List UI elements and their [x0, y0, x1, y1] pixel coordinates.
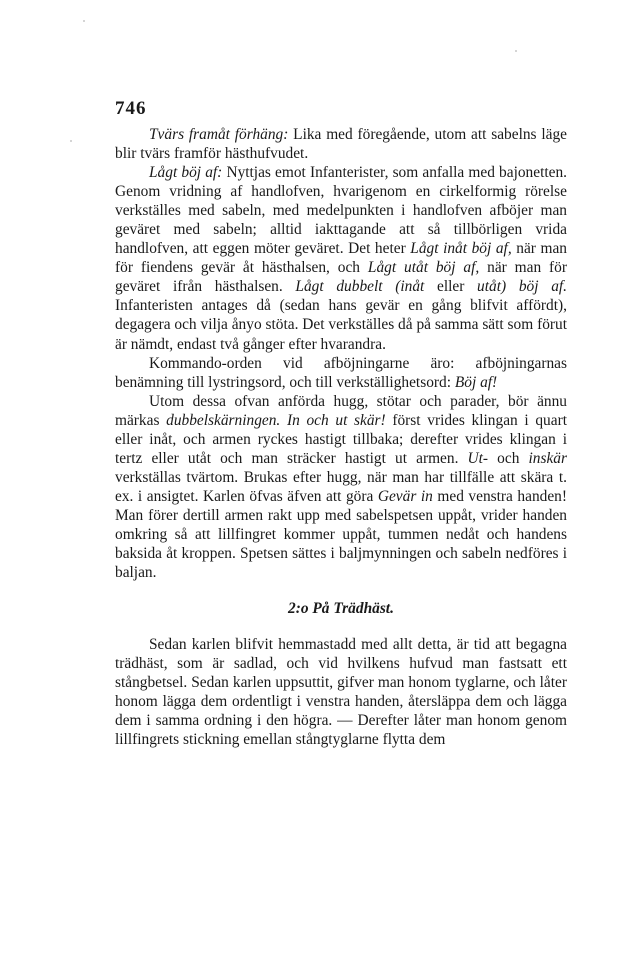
italic-text-segment: Gevär in [377, 487, 433, 505]
text-segment: Lika med föregående, utom att sabelns läge blir tvärs framför hästhufvudet. [115, 126, 567, 163]
paper-speck [83, 20, 85, 22]
italic-text-segment: In och ut skär! [286, 411, 386, 429]
paragraph-lagt-boj-af [115, 163, 567, 353]
paragraphs-after-heading [115, 635, 567, 749]
text-segment: och [488, 449, 529, 467]
text-segment: Sedan karlen blifvit hemmastadd med allt detta, är tid att begagna trädhäst, som är sadlad, och vid hvilkens hufvud man fastsatt ett stångbetsel. Sedan karlen uppsuttit, gifver man honom tyglarne, och låter honom lägga dem ordentligt i venstra handen, återsläppa dem och lägga dem i samma ordning i den högra. — Derefter låter man honom genom lillfingrets stickning emellan stångtyglarne flytta dem [115, 636, 567, 749]
paragraph-tvars-framat [115, 125, 567, 163]
italic-text-segment: Lågt dubbelt (inåt [295, 278, 425, 296]
paper-speck [515, 50, 517, 52]
text-segment [280, 412, 287, 429]
paper-speck [70, 140, 72, 142]
text-segment: när man för fiendens gevär åt hästhalsen, och [115, 240, 567, 277]
text-segment: Infanteristen antages då (sedan hans gevär en gång blifvit affördt), degagera och vilja ånyo stöta. Det verkställes då på samma sätt som förut är nämdt, endast två gånger efter hvarandra. [115, 297, 567, 353]
italic-text-segment: inskär [528, 449, 567, 467]
text-segment: Nyttjas emot Infanterister, som anfalla med bajonetten. Genom vridning af handlofven, hvarigenom en cirkelformig rörelse verkställes med sabeln, med medelpunkten i handlofven afböjer man geväret med sabeln; alltid iakttagande att så tillbörligen vrida handlofven, att eggen möter geväret. Det heter [115, 164, 567, 258]
italic-text-segment: Tvärs framåt förhäng: [149, 126, 289, 143]
section-heading: 2:o På Trädhäst. [288, 600, 394, 618]
italic-text-segment: Lågt böj af: [149, 164, 223, 182]
body-text [115, 125, 567, 749]
italic-text-segment: Lågt inåt böj af, [410, 240, 512, 258]
text-segment: verkställas tvärtom. Brukas efter hugg, när man har tillfälle att skära t. ex. i ansigtet. Karlen öfvas äfven att göra [115, 468, 567, 505]
paragraph-sedan-karlen [115, 635, 567, 749]
italic-text-segment: utåt) böj af. [477, 278, 568, 296]
text-segment: först vrides klingan i quart eller inåt, och armen ryckes hastigt tillbaka; derefter vrides klingan i tertz eller utåt och man sträcker hastigt ut armen. [115, 411, 567, 467]
text-segment: eller [424, 278, 478, 296]
italic-text-segment: dubbelskärningen. [166, 411, 281, 429]
paragraph-utom-dessa [115, 392, 567, 582]
italic-text-segment: Ut- [467, 449, 489, 467]
text-segment: när man för geväret ifrån hästhalsen. [115, 259, 568, 296]
italic-text-segment: Lågt utåt böj af, [367, 259, 480, 277]
paragraphs-before-heading [115, 125, 567, 582]
paragraph-kommando-orden [115, 354, 567, 392]
text-segment: med venstra handen! Man förer dertill armen rakt upp med sabelspetsen uppåt, vrider handen omkring så att lillfingret kommer uppåt, tummen nedåt och handens baksida åt kroppen. Spetsen sättes i baljmynningen och sabeln nedföres i baljan. [115, 487, 567, 582]
page-number: 746 [115, 98, 147, 119]
text-segment: Kommando-orden vid afböjningarne äro: afböjningarnas benämning till lystringsord, och till verkställighetsord: [115, 354, 567, 391]
italic-text-segment: Böj af! [454, 373, 498, 391]
text-segment: Utom dessa ofvan anförda hugg, stötar och parader, bör ännu märkas [115, 392, 567, 429]
